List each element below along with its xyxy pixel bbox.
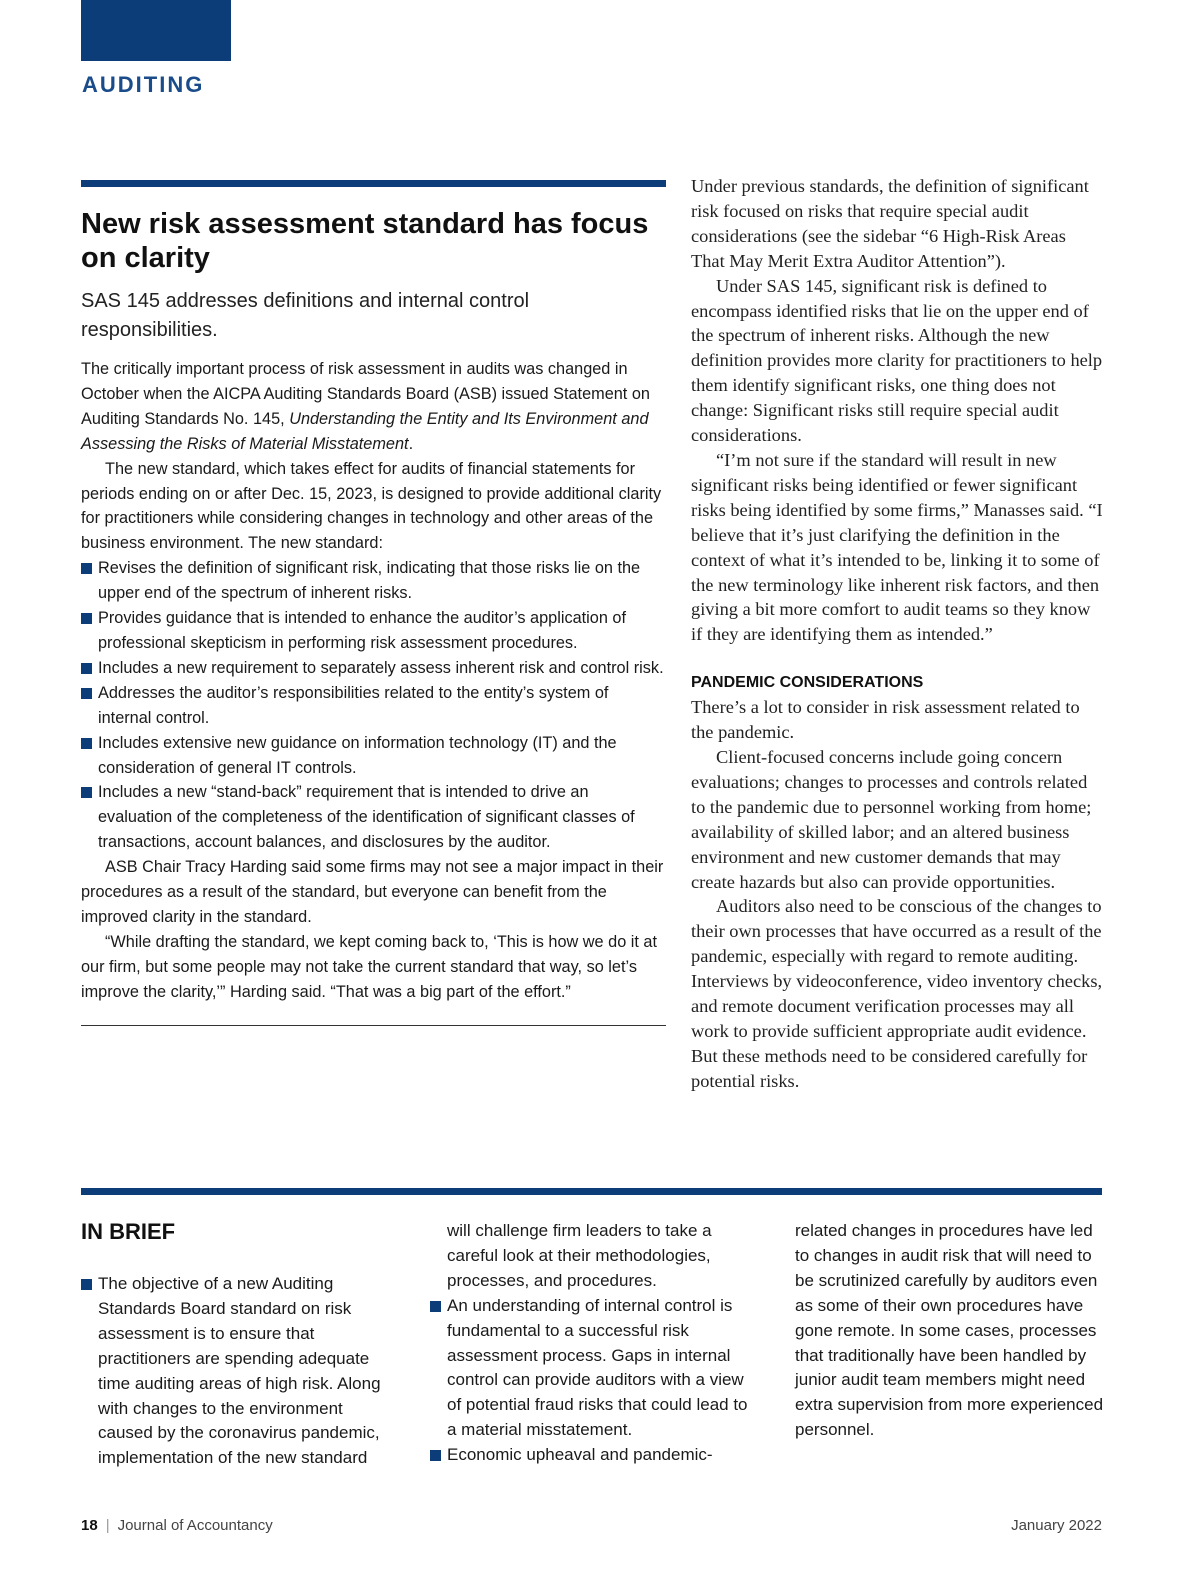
- article-subhead: SAS 145 addresses definitions and internal control responsibilities.: [81, 290, 530, 341]
- right-paragraph-3: “I’m not sure if the standard will result in new significant risks being identified or fewer significant risks being identified by some firms,” Manasses said. “I believe that it’s just clarifying the definition in the context of what it’s intended to be, linking it to some of the new terminology like inherent risk factors, and then giving a bit more comfort to audit teams so they know if they are identifying them as intended.”: [691, 449, 1103, 645]
- publication-name: Journal of Accountancy: [117, 1517, 273, 1534]
- page-number: 18: [81, 1517, 98, 1534]
- bullet-square-icon: [430, 1450, 441, 1461]
- in-brief-list: [81, 1272, 401, 1471]
- bullet-square-icon: [81, 1279, 92, 1290]
- bullet-square-icon: [81, 613, 92, 624]
- list-item: [81, 556, 666, 606]
- list-item: [430, 1294, 750, 1443]
- list-item: [81, 656, 666, 681]
- article-left-column: [81, 180, 666, 1026]
- intro-text: The critically important process of risk assessment in audits was changed in October when the AICPA Auditing Standards Board (ASB) issued Statement on Auditing Standards No. 145,: [81, 360, 650, 428]
- right-paragraph-1: Under previous standards, the definition of significant risk focused on risks that require special audit considerations (see the sidebar “6 High-Risk Areas That May Merit Extra Auditor Attention”).: [691, 176, 1089, 271]
- in-brief-list: [430, 1294, 750, 1468]
- bullet-square-icon: [81, 787, 92, 798]
- list-item-text: Revises the definition of significant risk, indicating that those risks lie on the upper end of the spectrum of inherent risks.: [98, 559, 641, 603]
- body-paragraph-3: ASB Chair Tracy Harding said some firms may not see a major impact in their procedures as a result of the standard, but everyone can benefit from the improved clarity in the standard.: [81, 858, 664, 926]
- body-paragraph-4: “While drafting the standard, we kept coming back to, ‘This is how we do it at our firm, but some people may not take the current standard that way, so let’s improve the clarity,’” Harding said. “That was a big part of the effort.”: [81, 932, 658, 1001]
- bullet-square-icon: [81, 663, 92, 674]
- bullet-square-icon: [81, 688, 92, 699]
- section-label: AUDITING: [82, 72, 205, 97]
- list-item: [81, 780, 666, 855]
- article-headline: New risk assessment standard has focus on clarity: [81, 208, 649, 274]
- list-item-text: Includes extensive new guidance on information technology (IT) and the consideration of general IT controls.: [98, 733, 617, 777]
- right-paragraph-2: Under SAS 145, significant risk is defined to encompass identified risks that lie on the upper end of the spectrum of inherent risks. Although the new definition provides more clarity for practitioners to help them identify significant risks, one thing does not change: Significant risks still require special audit considerations.: [691, 275, 1103, 446]
- list-item: [81, 731, 666, 781]
- in-brief-column-1: [81, 1219, 401, 1471]
- right-paragraph-6: Auditors also need to be conscious of the changes to their own processes that have occurred as a result of the pandemic, especially with regard to remote auditing. Interviews by videoconference, video inventory checks, and remote document verification processes may all work to provide sufficient appropriate audit evidence. But these methods need to be considered carefully for potential risks.: [691, 896, 1103, 1091]
- list-item-text: Addresses the auditor’s responsibilities related to the entity’s system of internal control.: [98, 683, 609, 727]
- list-item: [81, 1272, 401, 1471]
- list-item-text: Includes a new requirement to separately assess inherent risk and control risk.: [98, 658, 664, 677]
- in-brief-title: IN BRIEF: [81, 1219, 176, 1244]
- list-item-text: Provides guidance that is intended to enhance the auditor’s application of professional skepticism in performing risk assessment procedures.: [98, 609, 627, 652]
- intro-end: .: [408, 434, 414, 453]
- intro-paragraph: [81, 357, 666, 457]
- list-item-text: Includes a new “stand-back” requirement that is intended to drive an evaluation of the completeness of the identification of significant classes of transactions, account balances, and disclosures by the auditor.: [98, 783, 635, 852]
- standard-changes-list: [81, 556, 666, 855]
- list-item: [81, 606, 666, 656]
- body-paragraph-2: The new standard, which takes effect for audits of financial statements for periods ending on or after Dec. 15, 2023, is designed to provide additional clarity for practitioners while considering changes in technology and other areas of the business environment. The new standard:: [81, 459, 662, 553]
- bullet-square-icon: [81, 738, 92, 749]
- pandemic-subheading: PANDEMIC CONSIDERATIONS: [691, 674, 924, 692]
- headline-rule: [81, 180, 666, 187]
- list-item-text: Economic upheaval and pandemic-: [447, 1445, 713, 1465]
- list-item: [81, 681, 666, 731]
- in-brief-rule: [81, 1188, 1102, 1195]
- standard-title: Understanding the Entity and Its Environment and Assessing the Risks of Material Misstatement: [81, 409, 649, 453]
- issue-date: January 2022: [1011, 1517, 1102, 1534]
- list-item: [430, 1443, 750, 1468]
- list-item-text: The objective of a new Auditing Standards Board standard on risk assessment is to ensure that practitioners are spending adequate time auditing areas of high risk. Along with changes to the environment caused by the coronavirus pandemic, implementation of the new standard: [98, 1274, 381, 1468]
- article-right-column: [691, 174, 1103, 1094]
- footer-left: [81, 1517, 273, 1534]
- right-paragraph-5: Client-focused concerns include going concern evaluations; changes to processes and controls related to the pandemic due to personnel working from home; availability of skilled labor; and an altered business environment and new customer demands that may create hazards but also can provide opportunities.: [691, 747, 1092, 892]
- footer-separator: |: [105, 1517, 110, 1534]
- right-paragraph-4: There’s a lot to consider in risk assessment related to the pandemic.: [691, 697, 1080, 743]
- in-brief-column-2: [430, 1219, 750, 1468]
- column-end-rule: [81, 1025, 666, 1026]
- bullet-square-icon: [430, 1301, 441, 1312]
- in-brief-continuation: will challenge firm leaders to take a careful look at their methodologies, processes, and procedures.: [447, 1221, 712, 1290]
- list-item-text: An understanding of internal control is fundamental to a successful risk assessment process. Gaps in internal control can provide auditors with a view of potential fraud risks that could lead to a material misstatement.: [447, 1295, 748, 1440]
- in-brief-column-3: [795, 1219, 1105, 1443]
- in-brief-continuation: related changes in procedures have led to changes in audit risk that will need to be scrutinized carefully by auditors even as some of their own procedures have gone remote. In some cases, processes that traditionally have been handled by junior audit team members might need extra supervision from more experienced personnel.: [795, 1221, 1104, 1440]
- bullet-square-icon: [81, 563, 92, 574]
- header-color-block: [81, 0, 231, 61]
